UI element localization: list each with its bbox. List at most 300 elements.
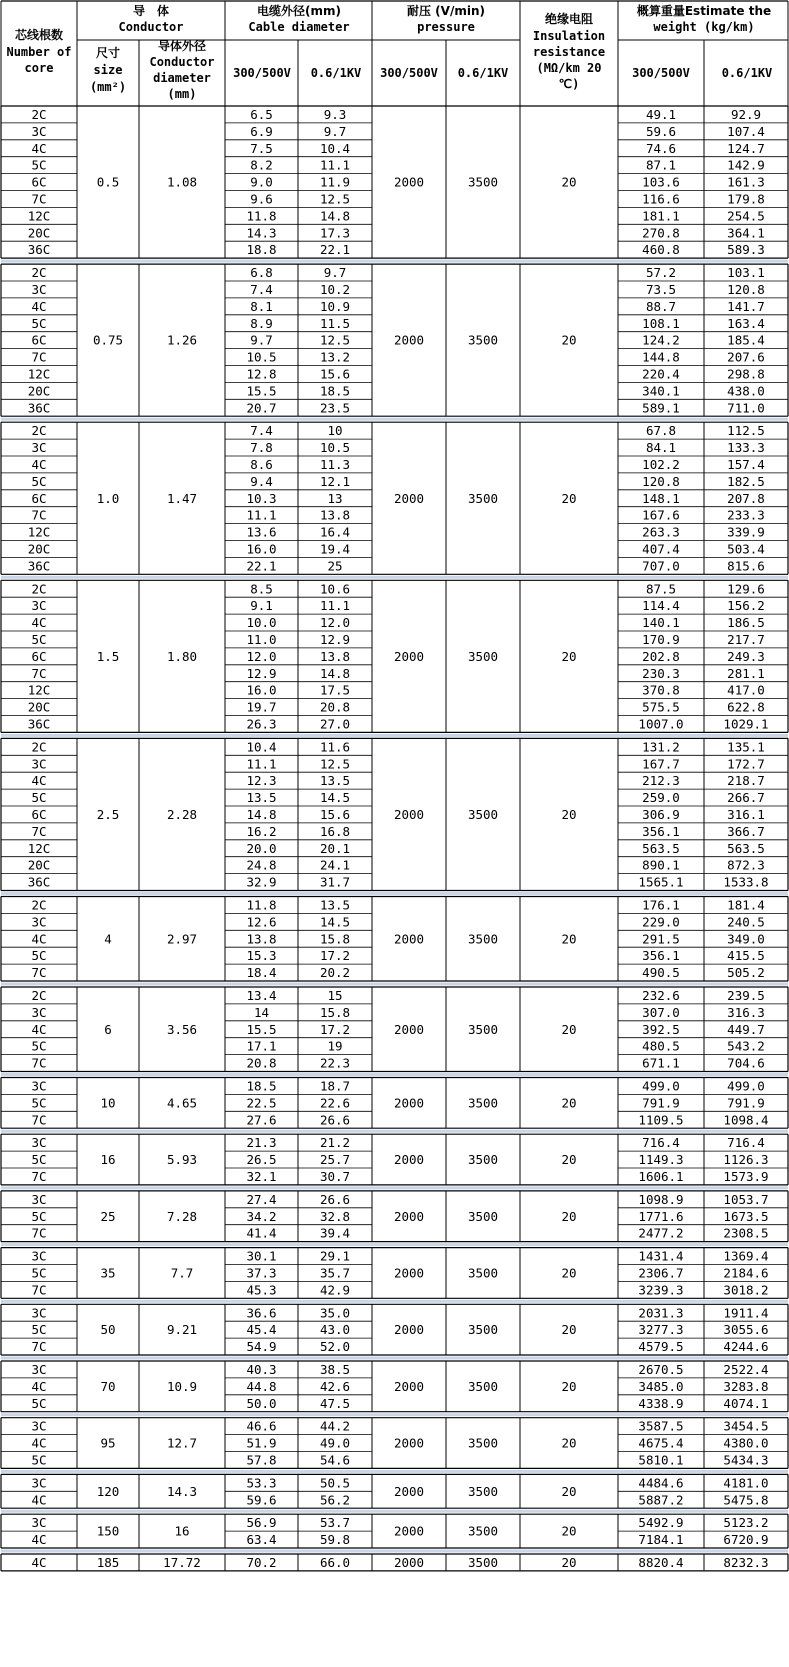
cable-diameter-06-cell: 12.5: [319, 332, 351, 348]
weight-300-cell: 67.8: [645, 423, 677, 439]
weight-06-cell: 107.4: [727, 123, 765, 139]
weight-300-cell: 392.5: [642, 1021, 680, 1037]
weight-06-cell: 2522.4: [723, 1361, 769, 1377]
conductor-diameter-cell: 17.72: [163, 1554, 201, 1570]
weight-06-cell: 4074.1: [723, 1395, 769, 1411]
weight-06-cell: 589.3: [727, 242, 765, 258]
cable-diameter-300-cell: 8.9: [250, 315, 273, 331]
core-count-cell: 4C: [31, 615, 47, 631]
cable-diameter-300-cell: 40.3: [246, 1361, 277, 1377]
cable-diameter-300-cell: 14.8: [246, 806, 277, 822]
size-cell: 0.5: [96, 174, 120, 190]
header-insulation-en1: Insulation: [532, 29, 606, 43]
cable-diameter-06-cell: 30.7: [319, 1168, 351, 1184]
pressure-300-cell: 2000: [393, 931, 425, 947]
size-cell: 25: [100, 1208, 116, 1224]
pressure-06-cell: 3500: [467, 1265, 499, 1281]
header-cd-unit: (mm): [167, 87, 197, 101]
core-count-cell: 4C: [31, 298, 47, 314]
core-count-cell: 3C: [31, 1475, 47, 1491]
weight-300-cell: 1431.4: [638, 1248, 684, 1264]
weight-300-cell: 356.1: [642, 948, 680, 964]
group-separator: [1, 1510, 788, 1513]
weight-300-cell: 144.8: [642, 349, 680, 365]
cable-diameter-300-cell: 37.3: [246, 1265, 277, 1281]
pressure-300-cell: 2000: [393, 1435, 425, 1451]
weight-300-cell: 4579.5: [638, 1339, 684, 1355]
cable-diameter-300-cell: 20.0: [246, 840, 277, 856]
core-count-cell: 6C: [31, 648, 47, 664]
core-count-cell: 2C: [31, 423, 47, 439]
weight-06-cell: 157.4: [727, 456, 765, 472]
cable-diameter-300-cell: 41.4: [246, 1225, 277, 1241]
cable-diameter-300-cell: 70.2: [246, 1554, 277, 1570]
weight-300-cell: 230.3: [642, 665, 680, 681]
cable-diameter-06-cell: 29.1: [319, 1248, 351, 1264]
weight-06-cell: 254.5: [727, 208, 765, 224]
weight-06-cell: 2308.5: [723, 1225, 769, 1241]
cable-diameter-06-cell: 21.2: [319, 1135, 351, 1151]
weight-06-cell: 217.7: [727, 631, 765, 647]
weight-06-cell: 1029.1: [723, 716, 769, 732]
header-weight-300: 300/500V: [632, 66, 690, 80]
weight-06-cell: 438.0: [727, 383, 765, 399]
insulation-cell: 20: [561, 1378, 577, 1394]
weight-300-cell: 2306.7: [638, 1265, 684, 1281]
cable-diameter-300-cell: 13.5: [246, 790, 277, 806]
size-cell: 150: [96, 1523, 120, 1539]
cable-diameter-300-cell: 13.4: [246, 987, 277, 1003]
weight-06-cell: 5475.8: [723, 1492, 769, 1508]
core-count-cell: 3C: [31, 1191, 47, 1207]
core-count-cell: 5C: [31, 157, 47, 173]
weight-06-cell: 239.5: [727, 987, 765, 1003]
group-separator: [1, 1243, 788, 1246]
weight-06-cell: 505.2: [727, 965, 765, 981]
cable-diameter-06-cell: 25: [327, 558, 343, 574]
core-count-cell: 3C: [31, 1418, 47, 1434]
weight-300-cell: 4484.6: [638, 1475, 684, 1491]
weight-06-cell: 172.7: [727, 756, 765, 772]
weight-300-cell: 307.0: [642, 1004, 680, 1020]
core-count-cell: 7C: [31, 1282, 47, 1298]
cable-diameter-300-cell: 53.3: [246, 1475, 277, 1491]
core-count-cell: 20C: [27, 383, 51, 399]
cable-diameter-06-cell: 14.8: [319, 665, 351, 681]
size-cell: 50: [100, 1322, 116, 1338]
weight-06-cell: 112.5: [727, 423, 765, 439]
cable-diameter-06-cell: 9.7: [323, 123, 347, 139]
pressure-300-cell: 2000: [393, 490, 425, 506]
size-cell: 2.5: [96, 806, 120, 822]
weight-06-cell: 543.2: [727, 1038, 765, 1054]
cable-diameter-06-cell: 17.2: [319, 1021, 351, 1037]
weight-06-cell: 218.7: [727, 773, 765, 789]
cable-diameter-300-cell: 15.3: [246, 948, 277, 964]
conductor-diameter-cell: 1.80: [166, 648, 198, 664]
conductor-diameter-cell: 4.65: [166, 1095, 198, 1111]
cable-diameter-300-cell: 11.1: [246, 507, 277, 523]
weight-300-cell: 74.6: [645, 140, 677, 156]
weight-06-cell: 240.5: [727, 914, 765, 930]
weight-06-cell: 1126.3: [723, 1152, 769, 1168]
weight-06-cell: 163.4: [727, 315, 765, 331]
weight-300-cell: 340.1: [642, 383, 680, 399]
insulation-cell: 20: [561, 1483, 577, 1499]
cable-diameter-06-cell: 24.1: [319, 857, 351, 873]
cable-diameter-300-cell: 9.7: [250, 332, 273, 348]
cable-diameter-06-cell: 10: [327, 423, 343, 439]
core-count-cell: 2C: [31, 581, 47, 597]
pressure-06-cell: 3500: [467, 1378, 499, 1394]
core-count-cell: 5C: [31, 790, 47, 806]
header-cd-zh: 导体外径: [157, 39, 207, 53]
group-separator: [1, 1550, 788, 1553]
weight-06-cell: 366.7: [727, 823, 765, 839]
group-separator: [1, 983, 788, 986]
core-count-cell: 20C: [27, 225, 51, 241]
pressure-300-cell: 2000: [393, 1021, 425, 1037]
insulation-cell: 20: [561, 648, 577, 664]
weight-300-cell: 291.5: [642, 931, 680, 947]
core-count-cell: 12C: [27, 524, 51, 540]
pressure-300-cell: 2000: [393, 1152, 425, 1168]
cable-diameter-300-cell: 22.5: [246, 1095, 277, 1111]
pressure-300-cell: 2000: [393, 1483, 425, 1499]
core-count-cell: 3C: [31, 440, 47, 456]
weight-300-cell: 707.0: [642, 558, 680, 574]
cable-diameter-06-cell: 15.8: [319, 931, 351, 947]
core-count-cell: 5C: [31, 315, 47, 331]
weight-06-cell: 503.4: [727, 541, 765, 557]
insulation-cell: 20: [561, 174, 577, 190]
group-separator: [1, 1130, 788, 1133]
header-size-zh: 尺寸: [95, 46, 121, 60]
cable-diameter-300-cell: 16.0: [246, 541, 277, 557]
header-insulation-en2: resistance: [532, 45, 606, 59]
cable-diameter-06-cell: 14.5: [319, 914, 351, 930]
pressure-06-cell: 3500: [467, 1322, 499, 1338]
weight-06-cell: 3454.5: [723, 1418, 769, 1434]
cable-diameter-06-cell: 16.8: [319, 823, 351, 839]
header-conductor-zh: 导 体: [132, 4, 170, 18]
weight-300-cell: 59.6: [645, 123, 677, 139]
pressure-06-cell: 3500: [467, 1152, 499, 1168]
cable-diameter-300-cell: 57.8: [246, 1452, 277, 1468]
cable-diameter-06-cell: 10.6: [319, 581, 351, 597]
core-count-cell: 20C: [27, 699, 51, 715]
cable-diameter-06-cell: 53.7: [319, 1515, 351, 1531]
cable-diameter-06-cell: 10.4: [319, 140, 351, 156]
core-count-cell: 7C: [31, 191, 47, 207]
cable-diameter-300-cell: 15.5: [246, 1021, 277, 1037]
weight-06-cell: 120.8: [727, 281, 765, 297]
cable-diameter-06-cell: 17.3: [319, 225, 351, 241]
cable-diameter-300-cell: 6.5: [250, 106, 273, 122]
cable-diameter-300-cell: 17.1: [246, 1038, 277, 1054]
group-separator: [1, 892, 788, 895]
weight-06-cell: 417.0: [727, 682, 765, 698]
cable-diameter-06-cell: 42.6: [319, 1378, 351, 1394]
weight-06-cell: 161.3: [727, 174, 765, 190]
cable-diameter-300-cell: 32.1: [246, 1168, 277, 1184]
core-count-cell: 20C: [27, 541, 51, 557]
weight-300-cell: 170.9: [642, 631, 680, 647]
weight-06-cell: 207.8: [727, 490, 765, 506]
cable-diameter-300-cell: 11.0: [246, 631, 277, 647]
core-count-cell: 7C: [31, 507, 47, 523]
core-count-cell: 36C: [27, 716, 51, 732]
weight-06-cell: 622.8: [727, 699, 765, 715]
cable-diameter-06-cell: 15.8: [319, 1004, 351, 1020]
conductor-diameter-cell: 10.9: [166, 1378, 198, 1394]
header-size-unit: (mm²): [89, 80, 127, 94]
weight-300-cell: 1149.3: [638, 1152, 684, 1168]
cable-diameter-06-cell: 54.6: [319, 1452, 351, 1468]
header-weight-en: weight (kg/km): [653, 20, 755, 34]
weight-06-cell: 298.8: [727, 366, 765, 382]
core-count-cell: 7C: [31, 665, 47, 681]
header-cable-300: 300/500V: [233, 66, 291, 80]
insulation-cell: 20: [561, 1152, 577, 1168]
core-count-cell: 4C: [31, 1492, 47, 1508]
weight-300-cell: 1565.1: [638, 874, 684, 890]
weight-300-cell: 791.9: [642, 1095, 680, 1111]
header-weight-zh: 概算重量Estimate the: [636, 4, 772, 18]
weight-300-cell: 8820.4: [638, 1554, 684, 1570]
weight-06-cell: 103.1: [727, 265, 765, 281]
core-count-cell: 5C: [31, 1152, 47, 1168]
weight-300-cell: 3239.3: [638, 1282, 684, 1298]
cable-diameter-06-cell: 13.5: [319, 773, 351, 789]
cable-diameter-300-cell: 34.2: [246, 1208, 277, 1224]
weight-300-cell: 181.1: [642, 208, 680, 224]
core-count-cell: 3C: [31, 123, 47, 139]
cable-diameter-300-cell: 6.8: [250, 265, 273, 281]
weight-06-cell: 181.4: [727, 897, 765, 913]
weight-300-cell: 176.1: [642, 897, 680, 913]
cable-diameter-300-cell: 8.5: [250, 581, 273, 597]
core-count-cell: 3C: [31, 756, 47, 772]
weight-06-cell: 8232.3: [723, 1554, 769, 1570]
cable-diameter-06-cell: 25.7: [319, 1152, 351, 1168]
weight-300-cell: 88.7: [645, 298, 677, 314]
conductor-diameter-cell: 9.21: [166, 1322, 198, 1338]
insulation-cell: 20: [561, 1322, 577, 1338]
core-count-cell: 2C: [31, 739, 47, 755]
core-count-cell: 4C: [31, 1554, 47, 1570]
pressure-06-cell: 3500: [467, 806, 499, 822]
weight-06-cell: 135.1: [727, 739, 765, 755]
header-conductor-en: Conductor: [118, 20, 184, 34]
core-count-cell: 12C: [27, 208, 51, 224]
core-count-cell: 3C: [31, 1004, 47, 1020]
cable-diameter-300-cell: 26.3: [246, 716, 277, 732]
size-cell: 16: [100, 1152, 116, 1168]
group-separator: [1, 1470, 788, 1473]
cable-diameter-300-cell: 14.3: [246, 225, 277, 241]
core-count-cell: 7C: [31, 1112, 47, 1128]
group-separator: [1, 1413, 788, 1416]
weight-06-cell: 415.5: [727, 948, 765, 964]
core-count-cell: 3C: [31, 1248, 47, 1264]
cable-diameter-300-cell: 18.4: [246, 965, 277, 981]
cable-diameter-06-cell: 44.2: [319, 1418, 351, 1434]
cable-diameter-300-cell: 16.0: [246, 682, 277, 698]
weight-300-cell: 229.0: [642, 914, 680, 930]
weight-06-cell: 4181.0: [723, 1475, 769, 1491]
core-count-cell: 4C: [31, 931, 47, 947]
core-count-cell: 36C: [27, 400, 51, 416]
cable-diameter-300-cell: 9.6: [250, 191, 273, 207]
core-count-cell: 36C: [27, 874, 51, 890]
header-pressure-06: 0.6/1KV: [457, 66, 509, 80]
cable-diameter-300-cell: 19.7: [246, 699, 277, 715]
pressure-300-cell: 2000: [393, 1095, 425, 1111]
weight-300-cell: 5887.2: [638, 1492, 684, 1508]
pressure-06-cell: 3500: [467, 1523, 499, 1539]
cable-diameter-06-cell: 12.5: [319, 756, 351, 772]
weight-06-cell: 791.9: [727, 1095, 765, 1111]
cable-diameter-300-cell: 27.4: [246, 1191, 277, 1207]
weight-06-cell: 141.7: [727, 298, 765, 314]
cable-diameter-300-cell: 6.9: [250, 123, 273, 139]
weight-300-cell: 116.6: [642, 191, 680, 207]
header-insulation-zh: 绝缘电阻: [544, 12, 594, 26]
core-count-cell: 3C: [31, 1361, 47, 1377]
cable-diameter-06-cell: 20.8: [319, 699, 351, 715]
cable-diameter-300-cell: 63.4: [246, 1532, 277, 1548]
cable-diameter-06-cell: 19: [327, 1038, 343, 1054]
core-count-cell: 6C: [31, 332, 47, 348]
cable-diameter-300-cell: 26.5: [246, 1152, 277, 1168]
cable-diameter-300-cell: 8.1: [250, 298, 273, 314]
cable-diameter-06-cell: 43.0: [319, 1322, 351, 1338]
cable-diameter-06-cell: 10.5: [319, 440, 351, 456]
cable-diameter-06-cell: 50.5: [319, 1475, 351, 1491]
cable-diameter-06-cell: 39.4: [319, 1225, 351, 1241]
cable-diameter-300-cell: 13.6: [246, 524, 277, 540]
core-count-cell: 7C: [31, 1339, 47, 1355]
core-count-cell: 5C: [31, 631, 47, 647]
cable-diameter-300-cell: 51.9: [246, 1435, 277, 1451]
cable-diameter-06-cell: 12.9: [319, 631, 351, 647]
cable-diameter-300-cell: 30.1: [246, 1248, 277, 1264]
cable-diameter-300-cell: 11.1: [246, 756, 277, 772]
weight-300-cell: 232.6: [642, 987, 680, 1003]
size-cell: 1.0: [96, 490, 120, 506]
weight-06-cell: 5434.3: [723, 1452, 769, 1468]
cable-diameter-300-cell: 18.8: [246, 242, 277, 258]
weight-06-cell: 1673.5: [723, 1208, 769, 1224]
cable-diameter-06-cell: 27.0: [319, 716, 351, 732]
weight-06-cell: 207.6: [727, 349, 765, 365]
weight-300-cell: 3587.5: [638, 1418, 684, 1434]
weight-06-cell: 339.9: [727, 524, 765, 540]
conductor-diameter-cell: 12.7: [166, 1435, 198, 1451]
weight-06-cell: 3283.8: [723, 1378, 769, 1394]
weight-300-cell: 114.4: [642, 598, 680, 614]
core-count-cell: 5C: [31, 1322, 47, 1338]
weight-06-cell: 4244.6: [723, 1339, 769, 1355]
cable-diameter-06-cell: 9.3: [323, 106, 347, 122]
insulation-cell: 20: [561, 490, 577, 506]
weight-300-cell: 148.1: [642, 490, 680, 506]
insulation-cell: 20: [561, 931, 577, 947]
weight-300-cell: 108.1: [642, 315, 680, 331]
cable-diameter-06-cell: 15.6: [319, 806, 351, 822]
conductor-diameter-cell: 1.47: [166, 490, 198, 506]
pressure-300-cell: 2000: [393, 1208, 425, 1224]
cable-diameter-300-cell: 54.9: [246, 1339, 277, 1355]
pressure-300-cell: 2000: [393, 1265, 425, 1281]
header-core-en1: Number of: [6, 45, 72, 59]
core-count-cell: 5C: [31, 1395, 47, 1411]
core-count-cell: 7C: [31, 965, 47, 981]
cable-diameter-06-cell: 9.7: [323, 265, 347, 281]
weight-300-cell: 370.8: [642, 682, 680, 698]
conductor-diameter-cell: 1.26: [166, 332, 198, 348]
size-cell: 0.75: [92, 332, 124, 348]
size-cell: 6: [104, 1021, 112, 1037]
weight-06-cell: 1098.4: [723, 1112, 769, 1128]
cable-diameter-300-cell: 10.5: [246, 349, 277, 365]
cable-diameter-06-cell: 22.1: [319, 242, 351, 258]
cable-diameter-06-cell: 22.6: [319, 1095, 351, 1111]
weight-06-cell: 449.7: [727, 1021, 765, 1037]
header-weight-06: 0.6/1KV: [721, 66, 773, 80]
cable-diameter-06-cell: 13.8: [319, 648, 351, 664]
core-count-cell: 6C: [31, 174, 47, 190]
group-separator: [1, 260, 788, 263]
core-count-cell: 3C: [31, 1135, 47, 1151]
header-insulation-unit: (MΩ/km 20: [536, 61, 602, 75]
weight-06-cell: 1573.9: [723, 1168, 769, 1184]
cable-diameter-300-cell: 10.3: [246, 490, 277, 506]
weight-06-cell: 124.7: [727, 140, 765, 156]
weight-300-cell: 87.5: [645, 581, 677, 597]
weight-300-cell: 589.1: [642, 400, 680, 416]
pressure-06-cell: 3500: [467, 648, 499, 664]
weight-06-cell: 316.3: [727, 1004, 765, 1020]
weight-300-cell: 671.1: [642, 1055, 680, 1071]
cable-diameter-300-cell: 13.8: [246, 931, 277, 947]
cable-diameter-06-cell: 14.5: [319, 790, 351, 806]
cable-diameter-06-cell: 14.8: [319, 208, 351, 224]
weight-06-cell: 186.5: [727, 615, 765, 631]
conductor-diameter-cell: 7.7: [170, 1265, 194, 1281]
weight-300-cell: 49.1: [645, 106, 677, 122]
core-count-cell: 2C: [31, 265, 47, 281]
weight-300-cell: 167.6: [642, 507, 680, 523]
cable-diameter-06-cell: 15.6: [319, 366, 351, 382]
conductor-diameter-cell: 14.3: [166, 1483, 198, 1499]
cable-diameter-06-cell: 23.5: [319, 400, 351, 416]
pressure-06-cell: 3500: [467, 1435, 499, 1451]
cable-diameter-06-cell: 66.0: [319, 1554, 351, 1570]
pressure-06-cell: 3500: [467, 174, 499, 190]
core-count-cell: 4C: [31, 1435, 47, 1451]
cable-diameter-300-cell: 12.9: [246, 665, 277, 681]
cable-diameter-06-cell: 49.0: [319, 1435, 351, 1451]
cable-diameter-300-cell: 46.6: [246, 1418, 277, 1434]
header-insulation-unit2: ℃): [558, 77, 580, 91]
core-count-cell: 7C: [31, 1225, 47, 1241]
size-cell: 120: [96, 1483, 120, 1499]
weight-300-cell: 5810.1: [638, 1452, 684, 1468]
header-cable-diameter-en: Cable diameter: [248, 20, 350, 34]
weight-06-cell: 185.4: [727, 332, 765, 348]
